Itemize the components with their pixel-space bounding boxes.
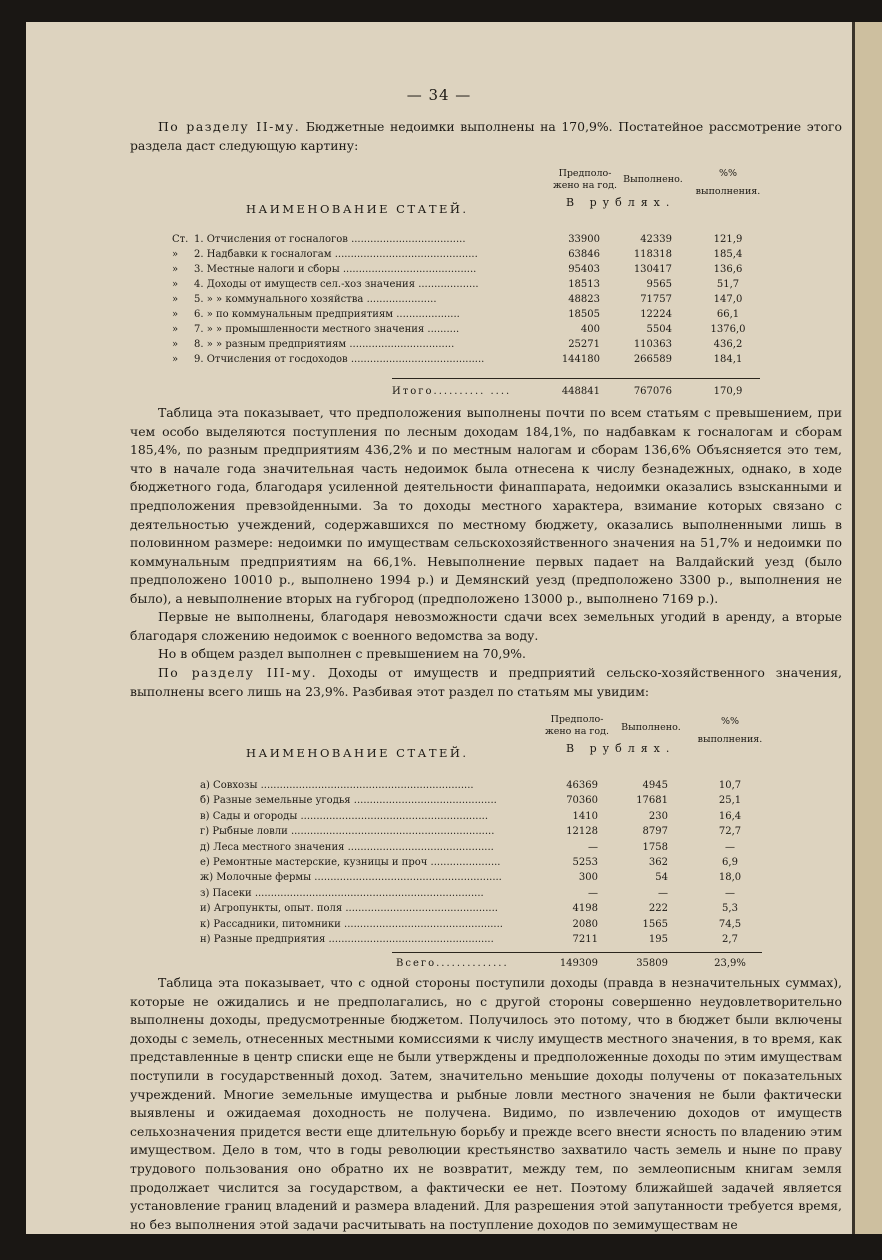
row-done: 110363 bbox=[633, 339, 672, 350]
intro-paragraph bbox=[130, 118, 842, 155]
row-pct: 147,0 bbox=[713, 294, 743, 305]
row-planned: 48823 bbox=[568, 294, 600, 305]
table1-unit: В рублях. bbox=[566, 196, 676, 209]
row-planned: 400 bbox=[580, 324, 600, 335]
row-done: 195 bbox=[648, 934, 668, 945]
row-label: а) Совхозы ................................................................... bbox=[200, 780, 474, 791]
next-page-edge bbox=[855, 22, 882, 1234]
table1-col-done: Выполнено. bbox=[623, 174, 683, 185]
row-prefix: » bbox=[172, 339, 179, 350]
table2-col-pct: %% выполнения. bbox=[697, 716, 763, 745]
row-pct: 5,3 bbox=[722, 903, 738, 915]
row-planned: 33900 bbox=[568, 234, 600, 245]
row-pct: 436,2 bbox=[713, 339, 743, 350]
row-planned: 4198 bbox=[572, 903, 598, 915]
document-page bbox=[26, 22, 852, 1234]
row-done: 17681 bbox=[636, 795, 668, 807]
analysis-paragraph-1: Таблица эта показывает, что предположения выполнены почти по всем статьям с превышением, при чем особо выделяются поступления по лесным доходам 184,1%, по надбавкам к госналогам и сборам 185,4%, по разным предприятиям 436,2% и по местным налогам и сборам 136,6% Объясняется это тем, что в начале года значительная часть недоимок была отнесена к числу безнадежных, однако, в ходе бюджетного года, благодаря усиленной деятельности финаппарата, недоимки оказались взысканными и предположения превзойденными. За то доходы местного характера, взимание которых связано с деятельностью учеждений, содержавшихся по местному бюджету, оказались выполненными лишь в половинном размере: недоимки по имуществам сельскохозяйственного значения на 51,7% и недоимки по коммунальным предприятиям на 66,1%. Невыполнение первых падает на Валдайский уезд (было предположено 10010 р., выполнено 1994 р.) и Демянский уезд (предположено 3300 р., выполнения не было), а невыполнение вторых на губгород (предположено 13000 р., выполнено 7169 р.). bbox=[130, 405, 842, 606]
table-row bbox=[26, 279, 852, 294]
row-planned: 2080 bbox=[572, 918, 598, 930]
row-label: 4. Доходы от имуществ сел.-хоз значения ................... bbox=[194, 279, 479, 290]
row-pct: 184,1 bbox=[713, 354, 743, 365]
row-label: г) Рыбные ловли ................................................................ bbox=[200, 826, 495, 838]
row-planned: 63846 bbox=[568, 249, 600, 260]
row-prefix: » bbox=[172, 279, 179, 290]
table2-unit: В рублях. bbox=[566, 742, 676, 755]
table1-title: НАИМЕНОВАНИЕ СТАТЕЙ. bbox=[246, 202, 469, 216]
table-row bbox=[26, 888, 852, 903]
row-pct: 72,7 bbox=[718, 826, 742, 838]
row-prefix: » bbox=[172, 294, 179, 305]
table-row bbox=[26, 811, 852, 826]
row-label: 7. » » промышленности местного значения .......... bbox=[194, 324, 460, 335]
row-planned: 1410 bbox=[572, 810, 598, 822]
row-label: 3. Местные налоги и сборы .......................................... bbox=[194, 264, 477, 275]
row-pct: 1376,0 bbox=[710, 324, 746, 335]
table-row bbox=[26, 934, 852, 949]
row-planned: 7211 bbox=[572, 934, 598, 945]
row-planned: — bbox=[588, 841, 598, 853]
table1-col-pct: %% выполнения. bbox=[695, 168, 761, 197]
row-label: в) Сады и огороды ........................................................... bbox=[200, 810, 489, 822]
row-pct: 121,9 bbox=[713, 234, 743, 245]
row-prefix: » bbox=[172, 324, 179, 335]
row-pct: 2,7 bbox=[722, 934, 738, 945]
table-row bbox=[26, 249, 852, 264]
row-pct: — bbox=[725, 841, 735, 853]
section3-paragraph bbox=[130, 664, 842, 701]
table-row bbox=[26, 842, 852, 857]
table2-col-done: Выполнено. bbox=[621, 722, 681, 733]
row-done: — bbox=[658, 887, 668, 899]
row-planned: 5253 bbox=[572, 857, 598, 868]
table-row bbox=[26, 234, 852, 249]
row-prefix: Ст. bbox=[172, 234, 189, 245]
row-label: 8. » » разным предприятиям ................................. bbox=[194, 339, 455, 350]
analysis-paragraph-2: Первые не выполнены, благодаря невозможности сдачи всех земельных угодий в аренду, а вторые благодаря сложению недоимок с военного ведомства за воду. bbox=[130, 609, 842, 643]
row-prefix: » bbox=[172, 309, 179, 320]
intro-text: Бюджетные недоимки выполнены на 170,9%. Постатейное рассмотрение этого раздела даст следующую картину: bbox=[130, 119, 843, 153]
section3-lead: По разделу III-му. bbox=[158, 665, 318, 680]
table-row bbox=[26, 795, 852, 810]
row-label: з) Пасеки ........................................................................ bbox=[200, 887, 484, 899]
row-done: 8797 bbox=[642, 826, 668, 838]
row-done: 9565 bbox=[646, 279, 672, 290]
row-done: 4945 bbox=[642, 780, 668, 791]
row-pct: 185,4 bbox=[713, 249, 743, 260]
table-row bbox=[26, 324, 852, 339]
row-done: 222 bbox=[648, 903, 668, 915]
row-pct: 136,6 bbox=[713, 264, 743, 275]
row-done: 12224 bbox=[640, 309, 672, 320]
row-planned: 25271 bbox=[568, 339, 600, 350]
row-pct: 66,1 bbox=[716, 309, 740, 320]
row-label: 2. Надбавки к госналогам ............................................. bbox=[194, 249, 478, 260]
row-pct: 10,7 bbox=[718, 780, 742, 791]
row-done: 130417 bbox=[633, 264, 672, 275]
row-label: 1. Отчисления от госналогов .................................... bbox=[194, 234, 466, 245]
intro-lead: По разделу II-му. bbox=[158, 119, 301, 134]
row-done: 230 bbox=[648, 810, 668, 822]
row-planned: 144180 bbox=[561, 354, 600, 365]
row-label: 9. Отчисления от госдоходов .......................................... bbox=[194, 354, 485, 365]
row-pct: 74,5 bbox=[718, 918, 742, 930]
row-done: 42339 bbox=[640, 234, 672, 245]
row-done: 118318 bbox=[633, 249, 672, 260]
row-planned: 18505 bbox=[568, 309, 600, 320]
row-done: 5504 bbox=[646, 324, 672, 335]
table2-total-rule bbox=[392, 952, 762, 953]
row-pct: — bbox=[725, 887, 735, 899]
row-prefix: » bbox=[172, 264, 179, 275]
row-planned: 46369 bbox=[566, 780, 598, 791]
table-row bbox=[26, 903, 852, 918]
row-pct: 18,0 bbox=[718, 872, 742, 884]
table2-title: НАИМЕНОВАНИЕ СТАТЕЙ. bbox=[246, 746, 469, 760]
table-row bbox=[26, 354, 852, 369]
row-label: б) Разные земельные угодья ............................................. bbox=[200, 795, 497, 807]
row-prefix: » bbox=[172, 354, 179, 365]
row-label: д) Леса местного значения .............................................. bbox=[200, 841, 494, 853]
row-label: ж) Молочные фермы ........................................................... bbox=[200, 872, 502, 884]
row-done: 54 bbox=[655, 872, 668, 884]
table-row bbox=[26, 294, 852, 309]
table-row bbox=[26, 872, 852, 887]
row-planned: 12128 bbox=[566, 826, 598, 838]
row-label: н) Разные предприятия .................................................... bbox=[200, 934, 494, 945]
table-row bbox=[26, 919, 852, 934]
row-planned: 70360 bbox=[566, 795, 598, 807]
row-done: 71757 bbox=[640, 294, 672, 305]
table-row bbox=[26, 857, 852, 872]
analysis-paragraph-3: Но в общем раздел выполнен с превышением на 70,9%. bbox=[158, 646, 526, 661]
table-row bbox=[26, 780, 852, 795]
row-done: 1758 bbox=[642, 841, 668, 853]
analysis-paragraph-4: Таблица эта показывает, что с одной стороны поступили доходы (правда в незначительных суммах), которые не ожидались и не предполагались, но с другой стороны совершенно неудовлетворительно выполнены доходы, предусмотренные бюджетом. Получилось это потому, что в бюджет были включены доходы с земель, отнесенных местными комиссиями к числу имуществ местного значения, в то время, как представленные в центр списки еще не были утверждены и предположенные доходы по этим имуществам поступили в государственный доход. Затем, значительно меньшие доходы получены от показательных учреждений. Многие земельные имущества и рыбные ловли местного значения не были фактически выявлены и ожидаемая доходность не получена. Видимо, по извлечению доходов от имуществ сельхозначения придется вести еще длительную борьбу и прежде всего внести ясность по владению этим имуществом. Дело в том, что в годы революции крестьянство захватило часть земель и ныне по праву трудового пользования оно обратно их не возвратит, между тем, по землеописным книгам земля продолжает числится за государством, а фактически ее нет. Поэтому ближайшей задачей является установление границ владений и размера владений. Для разрешения этой запутанности требуется время, но без выполнения этой задачи расчитывать на поступление доходов по земимуществам не bbox=[130, 975, 842, 1232]
page-number: — 34 — bbox=[406, 86, 472, 104]
table1-col-planned: Предполо- жено на год. bbox=[552, 168, 617, 191]
row-label: к) Рассадники, питомники .................................................. bbox=[200, 918, 503, 930]
row-label: 5. » » коммунального хозяйства ...................... bbox=[194, 294, 437, 305]
row-prefix: » bbox=[172, 249, 179, 260]
table-row bbox=[26, 309, 852, 324]
row-pct: 16,4 bbox=[718, 810, 742, 822]
table1-total-rule bbox=[392, 378, 760, 379]
table-row bbox=[26, 339, 852, 354]
row-pct: 51,7 bbox=[716, 279, 740, 290]
section3-text: Доходы от имуществ и предприятий сельско-хозяйственного значения, выполнены всего лишь на 23,9%. Разбивая этот раздел по статьям мы увидим: bbox=[130, 665, 842, 699]
row-pct: 25,1 bbox=[718, 795, 742, 807]
row-planned: 18513 bbox=[568, 279, 600, 290]
row-label: 6. » по коммунальным предприятиям .................... bbox=[194, 309, 460, 320]
table1-total-row: Итого.......... .... 448841 767076 170,9 bbox=[392, 386, 743, 397]
table-row bbox=[26, 264, 852, 279]
row-done: 266589 bbox=[633, 354, 672, 365]
table-row bbox=[26, 826, 852, 841]
row-done: 362 bbox=[648, 857, 668, 868]
table2-col-planned: Предполо- жено на год. bbox=[544, 714, 609, 737]
row-label: и) Агропункты, опыт. поля ................................................ bbox=[200, 903, 498, 915]
row-planned: 95403 bbox=[568, 264, 600, 275]
row-label: е) Ремонтные мастерские, кузницы и проч ...................... bbox=[200, 857, 501, 868]
row-done: 1565 bbox=[642, 918, 668, 930]
row-planned: 300 bbox=[578, 872, 598, 884]
row-planned: — bbox=[588, 887, 598, 899]
row-pct: 6,9 bbox=[722, 857, 738, 868]
table2-total-row: Всего.............. 149309 35809 23,9% bbox=[396, 958, 746, 969]
